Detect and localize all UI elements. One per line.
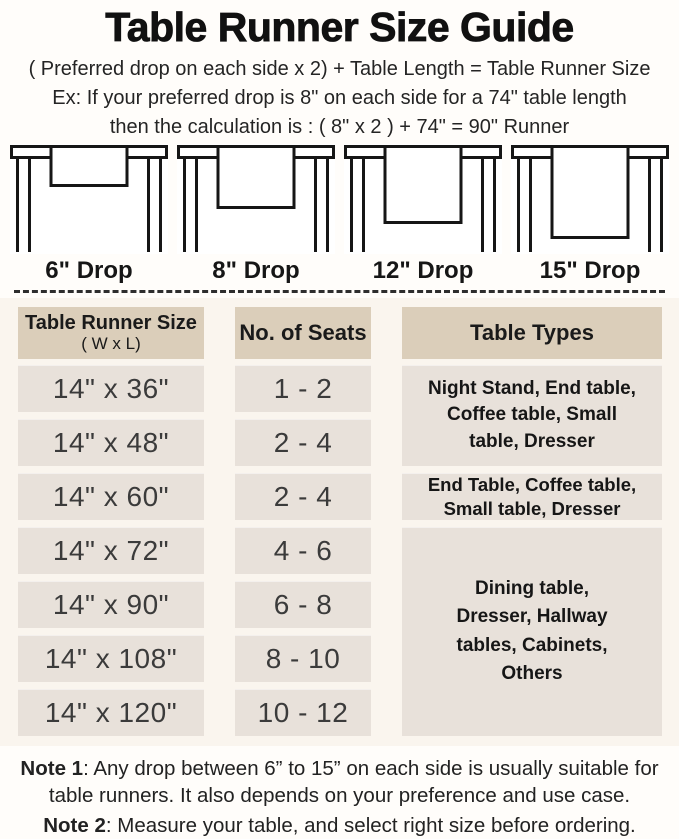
drop-illustrations bbox=[0, 141, 679, 285]
note-2-text: : Measure your table, and select right size before ordering. bbox=[105, 814, 636, 838]
header-runner-size-unit: ( W x L) bbox=[81, 334, 141, 354]
seats-cell: 8 - 10 bbox=[235, 635, 371, 682]
size-table bbox=[0, 298, 679, 746]
table-figure-8-drop bbox=[177, 144, 335, 285]
table-illustration bbox=[177, 144, 335, 254]
table-leg-left bbox=[16, 158, 31, 252]
table-figure-12-drop bbox=[344, 144, 502, 285]
size-cell: 14" x 90" bbox=[18, 581, 204, 628]
formula-text: ( Preferred drop on each side x 2) + Table Length = Table Runner Size bbox=[28, 58, 651, 80]
column-table-types bbox=[402, 307, 662, 736]
header-runner-size bbox=[18, 307, 204, 359]
example-text: Ex: If your preferred drop is 8" on each side for a 74" table length bbox=[52, 87, 627, 109]
table-leg-right bbox=[147, 158, 162, 252]
table-illustration bbox=[344, 144, 502, 254]
table-types-cell-medium: End Table, Coffee table, Small table, Dresser bbox=[402, 473, 662, 520]
table-leg-right bbox=[314, 158, 329, 252]
table-runner bbox=[50, 145, 129, 187]
table-leg-left bbox=[183, 158, 198, 252]
table-runner bbox=[551, 145, 630, 239]
note-1-label: Note 1 bbox=[20, 757, 84, 780]
notes bbox=[0, 746, 679, 839]
table-types-cell-small: Night Stand, End table, Coffee table, Small table, Dresser bbox=[402, 365, 662, 466]
drop-label: 6" Drop bbox=[45, 257, 133, 284]
header-seats: No. of Seats bbox=[235, 307, 371, 359]
table-leg-left bbox=[517, 158, 532, 252]
header-table-types: Table Types bbox=[402, 307, 662, 359]
seats-cell: 4 - 6 bbox=[235, 527, 371, 574]
table-types-cell-large: Dining table, Dresser, Hallway tables, Cabinets, Others bbox=[402, 527, 662, 736]
calculation-text: then the calculation is : ( 8" x 2 ) + 74" = 90" Runner bbox=[109, 116, 570, 138]
note-2-label: Note 2 bbox=[43, 814, 106, 838]
size-cell: 14" x 120" bbox=[18, 689, 204, 736]
table-figure-15-drop bbox=[511, 144, 669, 285]
table-illustration bbox=[10, 144, 168, 254]
seats-cell: 2 - 4 bbox=[235, 473, 371, 520]
note-1-line1: : Any drop between 6” to 15” on each side is usually suitable for bbox=[83, 757, 659, 780]
size-guide-page bbox=[0, 4, 679, 839]
column-runner-size bbox=[18, 307, 204, 736]
drop-label: 15" Drop bbox=[539, 257, 641, 284]
drop-label: 12" Drop bbox=[372, 257, 474, 284]
note-1 bbox=[4, 755, 675, 809]
header-runner-size-title: Table Runner Size bbox=[25, 312, 197, 335]
table-illustration bbox=[511, 144, 669, 254]
size-cell: 14" x 72" bbox=[18, 527, 204, 574]
column-seats bbox=[235, 307, 371, 736]
seats-cell: 10 - 12 bbox=[235, 689, 371, 736]
size-cell: 14" x 60" bbox=[18, 473, 204, 520]
seats-cell: 2 - 4 bbox=[235, 419, 371, 466]
table-leg-right bbox=[648, 158, 663, 252]
size-cell: 14" x 36" bbox=[18, 365, 204, 412]
page-title: Table Runner Size Guide bbox=[105, 4, 574, 50]
table-leg-left bbox=[350, 158, 365, 252]
table-leg-right bbox=[481, 158, 496, 252]
size-cell: 14" x 48" bbox=[18, 419, 204, 466]
table-runner bbox=[384, 145, 463, 224]
seats-cell: 6 - 8 bbox=[235, 581, 371, 628]
note-1-line2: table runners. It also depends on your preference and use case. bbox=[48, 784, 631, 808]
size-cell: 14" x 108" bbox=[18, 635, 204, 682]
drop-label: 8" Drop bbox=[212, 257, 300, 284]
seats-cell: 1 - 2 bbox=[235, 365, 371, 412]
table-runner bbox=[217, 145, 296, 209]
table-figure-6-drop bbox=[10, 144, 168, 285]
dashed-divider bbox=[14, 290, 665, 293]
